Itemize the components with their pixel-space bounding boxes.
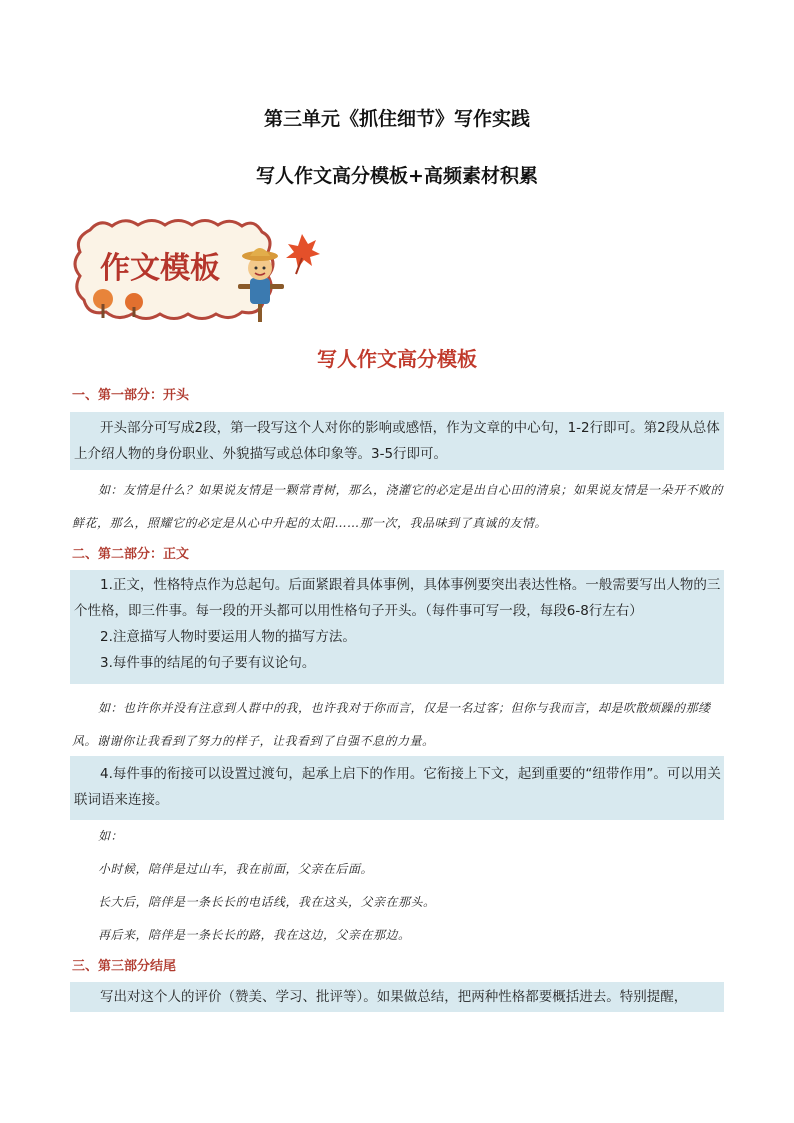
document-title: 第三单元《抓住细节》写作实践 [263,108,530,130]
part2-example-text: 如：也许你并没有注意到人群中的我，也许我对于你而言，仅是一名过客；但你与我而言，却是吹散烦躁的那缕风。谢谢你让我看到了努力的样子，让我看到了自强不息的力量。 [72,701,711,748]
part2-p2: 2.注意描写人物时要运用人物的描写方法。 [100,629,356,645]
badge-text: 作文模板 [100,251,220,286]
maple-leaf-icon [286,234,320,274]
part2-p3: 3.每件事的结尾的句子要有议论句。 [100,655,316,671]
part2-p1: 1.正文，性格特点作为总起句。后面紧跟着具体事例，具体事例要突出表达性格。一般需要写出人物的三个性格，即三件事。每一段的开头都可以用性格句子开头。（每件事可写一段，每段6-8行左右） [74,577,721,619]
part2-box [70,570,724,684]
example2-line1: 小时候，陪伴是过山车，我在前面，父亲在后面。 [98,862,374,876]
template-badge [70,212,320,327]
part1-example [72,474,724,540]
part3-heading: 三、第三部分结尾 [72,959,177,974]
part2-heading: 二、第二部分：正文 [72,547,190,562]
section-title: 写人作文高分模板 [317,347,477,371]
part1-heading: 一、第一部分：开头 [72,388,190,403]
part2-example [72,692,724,758]
part1-text: 开头部分可写成2段，第一段写这个人对你的影响或感悟，作为文章的中心句，1-2行即可。第2段从总体上介绍人物的身份职业、外貌描写或总体印象等。3-5行即可。 [74,420,720,462]
part2-p4: 4.每件事的衔接可以设置过渡句，起承上启下的作用。它衔接上下文，起到重要的“纽带作用”。可以用关联词语来连接。 [74,766,721,808]
part3-text: 写出对这个人的评价（赞美、学习、批评等）。如果做总结，把两种性格都要概括进去。特别提醒， [100,989,688,1005]
part2-example2 [72,820,724,952]
example2-line3: 再后来，陪伴是一条长长的路，我在这边，父亲在那边。 [98,928,411,942]
part1-box [70,412,724,470]
part3-box [70,982,724,1012]
example2-line2: 长大后，陪伴是一条长长的电话线，我在这头，父亲在那头。 [98,895,436,909]
document-subtitle: 写人作文高分模板+高频素材积累 [256,165,538,187]
part1-example-text: 如：友情是什么？如果说友情是一颗常青树，那么，浇灌它的必定是出自心田的清泉；如果说友情是一朵开不败的鲜花，那么，照耀它的必定是从心中升起的太阳……那一次，我品味到了真诚的友情。 [72,483,724,530]
example2-intro: 如： [98,829,124,843]
part2-box2 [70,756,724,820]
